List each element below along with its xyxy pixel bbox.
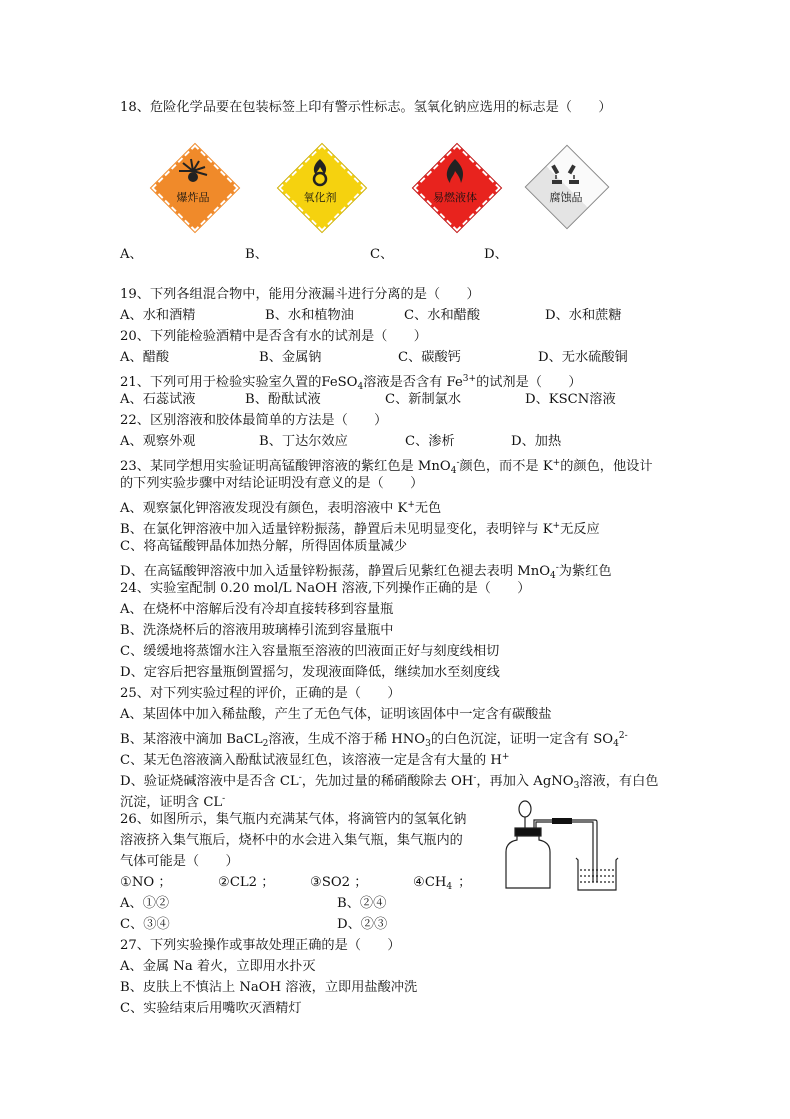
- flame-icon: [439, 157, 471, 187]
- q27-stem: 27、下列实验操作或事故处理正确的是（ ）: [120, 938, 401, 953]
- q26-choice-3: ③SO2 ；: [310, 875, 368, 890]
- gas-bottle-icon: [506, 828, 550, 888]
- q26-option-c[interactable]: C、③④: [120, 917, 170, 932]
- q18-option-b[interactable]: B、: [245, 247, 268, 262]
- q26-stem-line2: 溶液挤入集气瓶后，烧杯中的水会进入集气瓶，集气瓶内的: [120, 833, 463, 848]
- q18-option-a[interactable]: A、: [120, 247, 143, 262]
- q20-option-b[interactable]: B、金属钠: [259, 350, 322, 365]
- q23-stem-line1: 23、某同学想用实验证明高锰酸钾溶液的紫红色是 MnO$_4$-颜色，而不是 K+的颜色，他设计: [120, 458, 653, 476]
- q22-option-b[interactable]: B、丁达尔效应: [259, 434, 348, 449]
- q23-stem-line2: 的下列实验步骤中对结论证明没有意义的是（ ）: [120, 476, 424, 491]
- oxidizer-sign: [279, 145, 361, 227]
- q26-option-a[interactable]: A、①②: [120, 896, 170, 911]
- q23-option-a[interactable]: A、观察氯化钾溶液发现没有颜色，表明溶液中 K+无色: [120, 500, 442, 516]
- q26-choice-2: ②CL2 ；: [218, 875, 275, 890]
- q21-option-d[interactable]: D、KSCN溶液: [525, 392, 616, 407]
- q24-option-b[interactable]: B、洗涤烧杯后的溶液用玻璃棒引流到容量瓶中: [120, 623, 394, 638]
- sign-label: 爆炸品: [176, 191, 210, 204]
- q22-option-d[interactable]: D、加热: [511, 434, 562, 449]
- q19-stem: 19、下列各组混合物中，能用分液漏斗进行分离的是（ ）: [120, 287, 480, 302]
- flammable-liquid-sign: [414, 145, 496, 227]
- corrosive-sign: [525, 145, 607, 227]
- q25-option-d-line2[interactable]: 沉淀，证明含 CL-: [120, 794, 226, 810]
- q21-stem: 21、下列可用于检验实验室久置的FeSO$_4$溶液是否含有 $Fe^{3+}$的试剂是（ ）: [120, 374, 582, 392]
- sign-label: 腐蚀品: [549, 191, 583, 204]
- q20-option-a[interactable]: A、醋酸: [120, 350, 170, 365]
- q19-option-a[interactable]: A、水和酒精: [120, 308, 196, 323]
- sign-label: 易燃液体: [433, 191, 477, 204]
- q21-option-c[interactable]: C、新制氯水: [385, 392, 462, 407]
- q19-option-c[interactable]: C、水和醋酸: [404, 308, 481, 323]
- q18-option-d[interactable]: D、: [484, 247, 508, 262]
- q26-stem-line3: 气体可能是（ ）: [120, 854, 239, 869]
- q18-option-c[interactable]: C、: [370, 247, 394, 262]
- q26-choice-1: ①NO ；: [120, 875, 172, 890]
- explosive-sign: [152, 145, 234, 227]
- sign-label: 氧化剂: [303, 191, 337, 204]
- corrosion-icon: [550, 157, 582, 187]
- q18-stem: 18、危险化学品要在包装标签上印有警示性标志。氢氧化钠应选用的标志是（ ）: [120, 100, 612, 115]
- q22-option-a[interactable]: A、观察外观: [120, 434, 196, 449]
- q26-option-b[interactable]: B、②④: [337, 896, 387, 911]
- q19-option-b[interactable]: B、水和植物油: [265, 308, 354, 323]
- q20-option-c[interactable]: C、碳酸钙: [398, 350, 461, 365]
- q26-option-d[interactable]: D、②③: [337, 917, 388, 932]
- q26-stem-line1: 26、如图所示，集气瓶内充满某气体，将滴管内的氢氧化钠: [120, 812, 467, 827]
- q25-option-c[interactable]: C、某无色溶液滴入酚酞试液显红色，该溶液一定是含有大量的 H+: [120, 752, 510, 768]
- q25-stem: 25、对下列实验过程的评价，正确的是（ ）: [120, 686, 401, 701]
- q27-option-b[interactable]: B、皮肤上不慎沾上 NaOH 溶液，立即用盐酸冲洗: [120, 980, 418, 995]
- q24-option-d[interactable]: D、定容后把容量瓶倒置摇匀，发现液面降低，继续加水至刻度线: [120, 665, 500, 680]
- q19-option-d[interactable]: D、水和蔗糖: [545, 308, 622, 323]
- q24-stem: 24、实验室配制 0.20 mol/L NaOH 溶液,下列操作正确的是（ ）: [120, 581, 531, 596]
- q25-option-d-line1[interactable]: D、验证烧碱溶液中是否含 CL-，先加过量的稀硝酸除去 OH-，再加入 AgNO$_3$溶液，有白色: [120, 773, 659, 791]
- flame-over-circle-icon: [304, 157, 336, 187]
- q27-option-a[interactable]: A、金属 Na 着火，立即用水扑灭: [120, 959, 316, 974]
- q24-option-a[interactable]: A、在烧杯中溶解后没有冷却直接转移到容量瓶: [120, 602, 394, 617]
- q20-option-d[interactable]: D、无水硫酸铜: [538, 350, 628, 365]
- explosion-icon: [177, 157, 209, 187]
- q22-option-c[interactable]: C、渗析: [405, 434, 455, 449]
- q24-option-c[interactable]: C、缓缓地将蒸馏水注入容量瓶至溶液的凹液面正好与刻度线相切: [120, 644, 500, 659]
- q25-option-a[interactable]: A、某固体中加入稀盐酸，产生了无色气体，证明该固体中一定含有碳酸盐: [120, 707, 552, 722]
- q25-option-b[interactable]: B、某溶液中滴加 BaCL$_2$溶液，生成不溶于稀 $HNO_3$的白色沉淀，证明一定含有 $SO_4^{2-}$: [120, 731, 628, 749]
- q23-option-c[interactable]: C、将高锰酸钾晶体加热分解，所得固体质量减少: [120, 539, 408, 554]
- delivery-tube-icon: [534, 818, 597, 882]
- q21-option-b[interactable]: B、酚酞试液: [245, 392, 321, 407]
- q22-stem: 22、区别溶液和胶体最简单的方法是（ ）: [120, 413, 388, 428]
- gas-bottle-beaker-apparatus: [500, 800, 625, 895]
- q23-option-d[interactable]: D、在高锰酸钾溶液中加入适量锌粉振荡，静置后见紫红色褪去表明 MnO$_4$-为紫红色: [120, 563, 612, 581]
- q27-option-c[interactable]: C、实验结束后用嘴吹灭酒精灯: [120, 1001, 302, 1016]
- q20-stem: 20、下列能检验酒精中是否含有水的试剂是（ ）: [120, 329, 427, 344]
- q23-option-b[interactable]: B、在氯化钾溶液中加入适量锌粉振荡，静置后未见明显变化，表明锌与 K+无反应: [120, 521, 600, 537]
- q26-choice-4: $④CH_4$ ；: [413, 875, 472, 892]
- q21-option-a[interactable]: A、石蕊试液: [120, 392, 196, 407]
